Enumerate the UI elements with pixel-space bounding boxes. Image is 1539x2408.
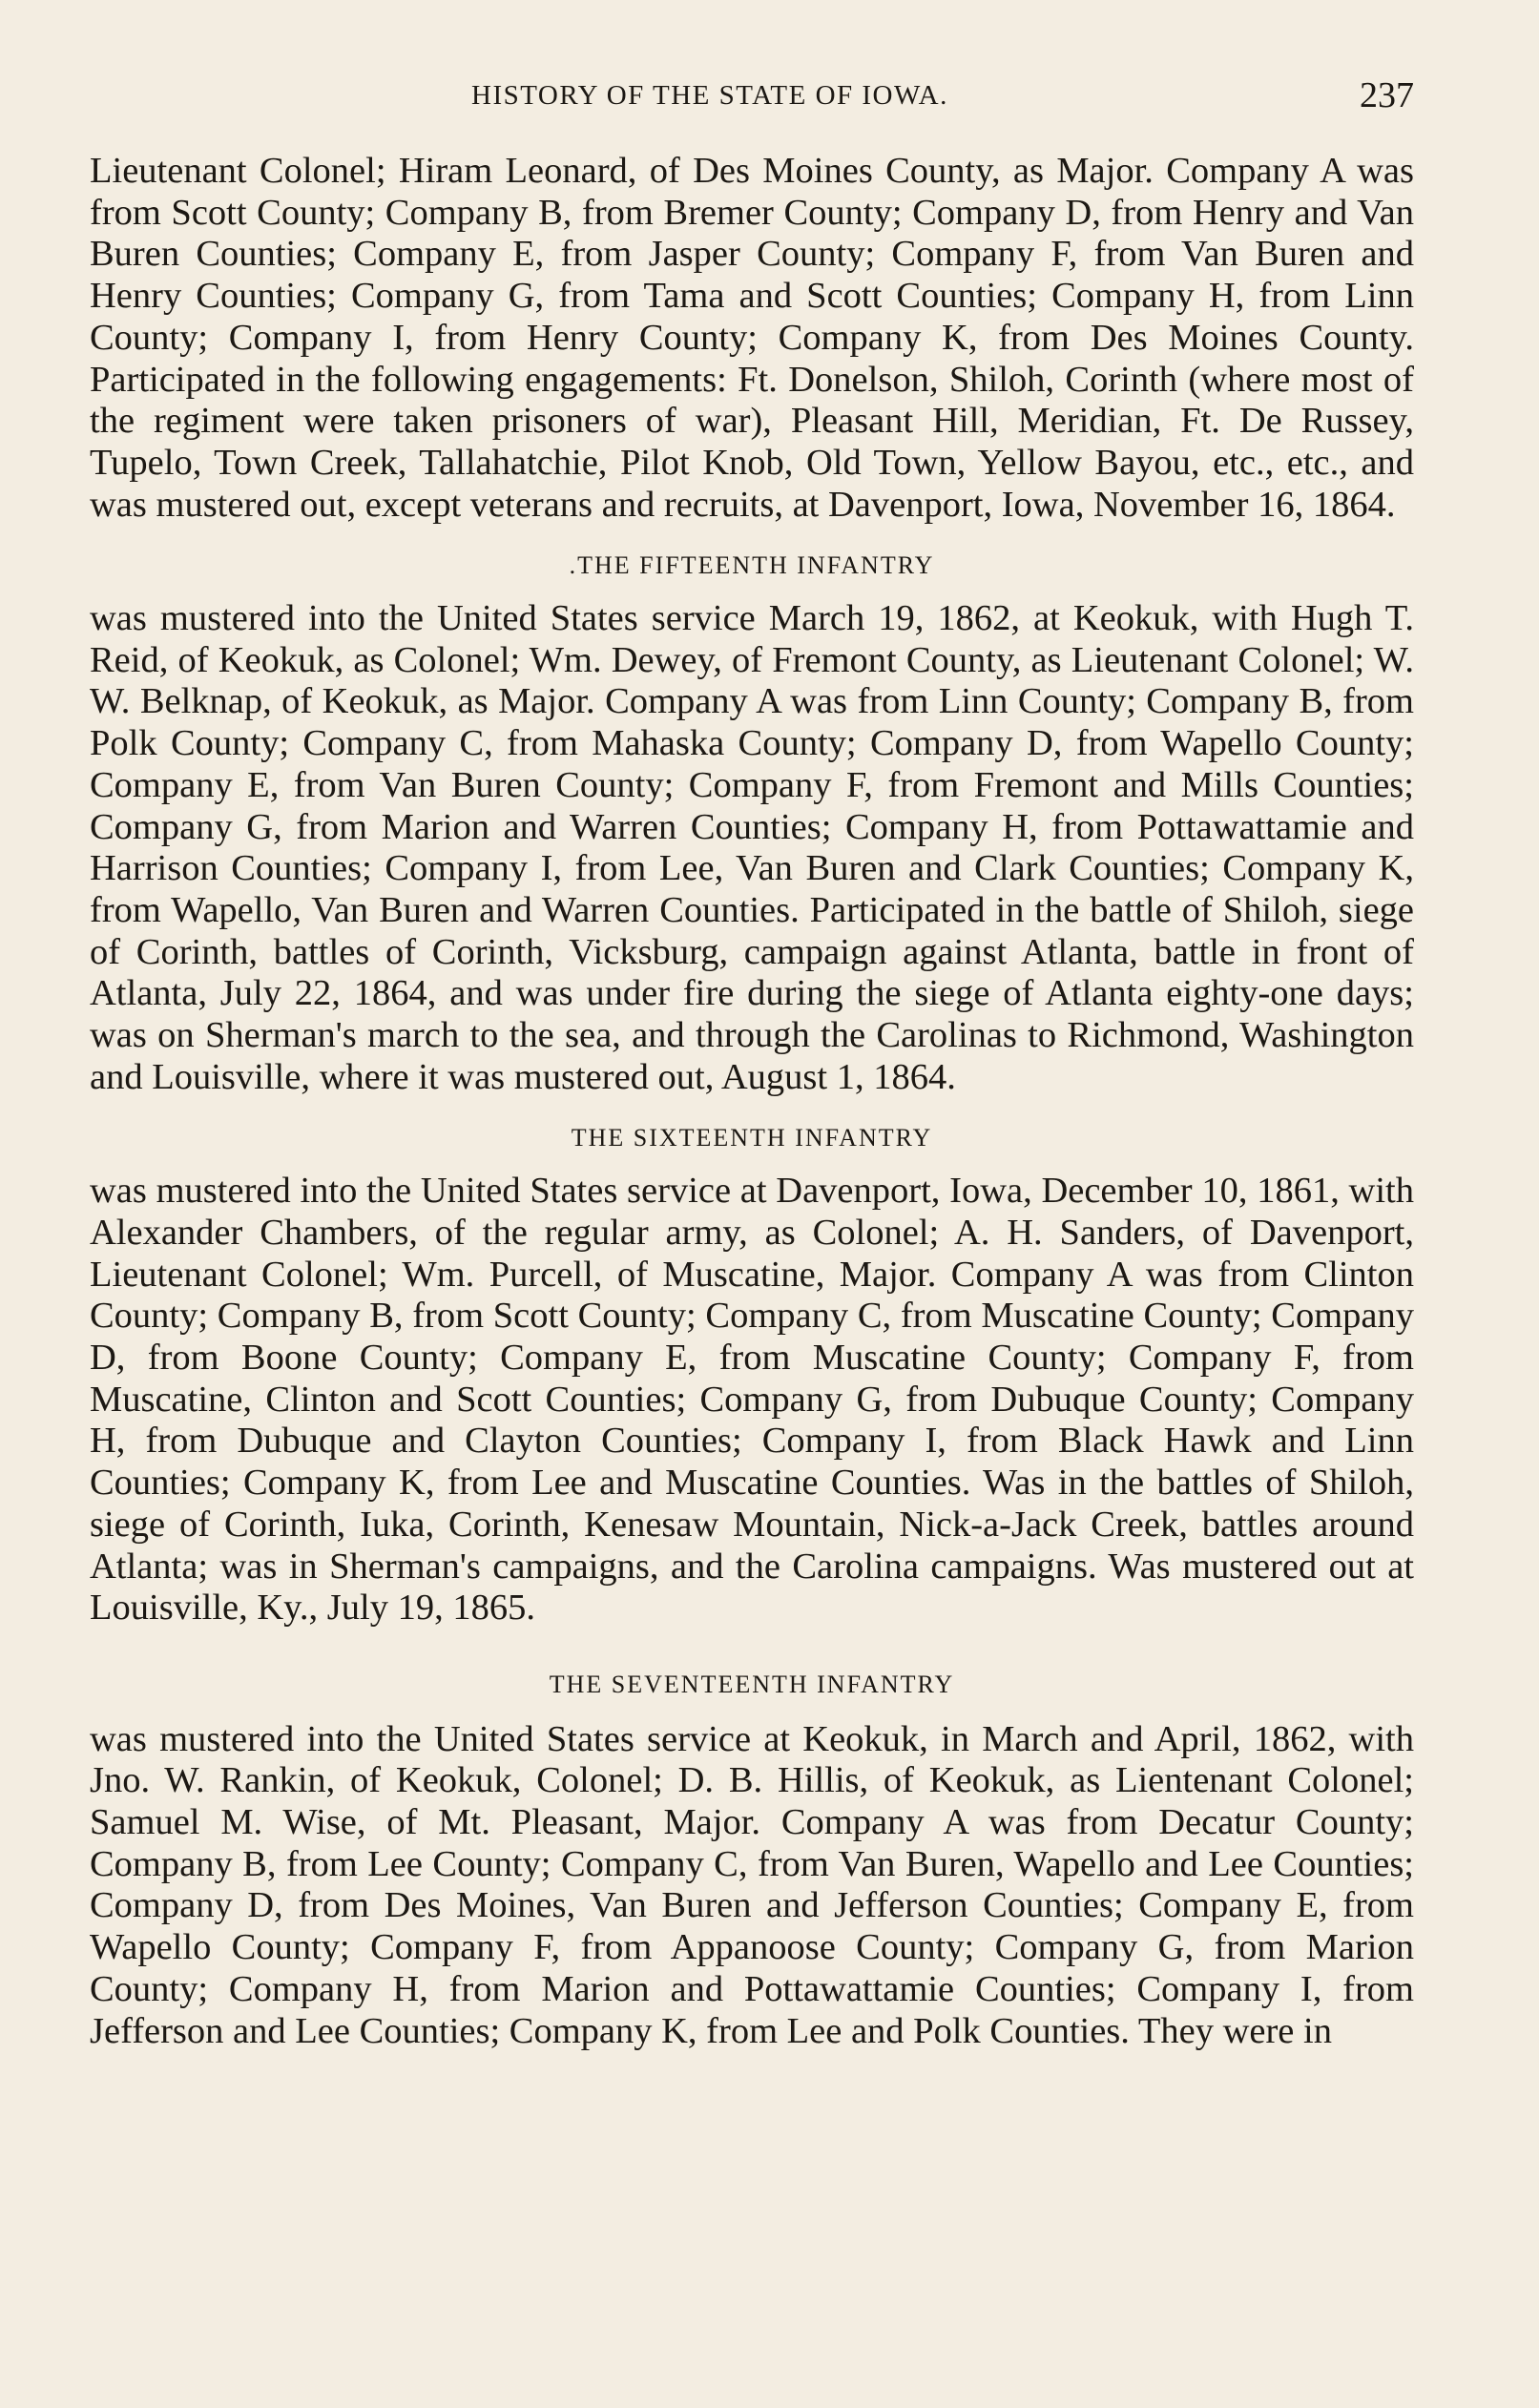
heading-sixteenth-infantry: THE SIXTEENTH INFANTRY (571, 1124, 933, 1152)
paragraph-fifteenth-infantry: was mustered into the United States service March 19, 1862, at Keokuk, with Hugh T. Reid, of Keokuk, as Colonel; Wm. Dewey, of Fremont County, as Lieutenant Colonel; W. W. Belknap, of Keokuk, as Major. Company A was from Linn County; Company B, from Polk County; Company C, from Mahaska County; Company D, from Wapello County; Company E, from Van Buren County; Company F, from Fremont and Mills Counties; Company G, from Marion and Warren Counties; Company H, from Pottawattamie and Harrison Counties; Company I, from Lee, Van Buren and Clark Counties; Company K, from Wapello, Van Buren and Warren Counties. Participated in the battle of Shiloh, siege of Corinth, battles of Corinth, Vicksburg, campaign against Atlanta, battle in front of Atlanta, July 22, 1864, and was under fire during the siege of Atlanta eighty-one days; was on Sherman's march to the sea, and through the Carolinas to Richmond, Washington and Louisville, where it was mustered out, August 1, 1864. (90, 598, 1414, 1097)
heading-fifteenth-infantry: .THE FIFTEENTH INFANTRY (569, 551, 935, 580)
paragraph-sixteenth-infantry: was mustered into the United States service at Davenport, Iowa, December 10, 1861, with Alexander Chambers, of the regular army, as Colonel; A. H. Sanders, of Davenport, Lieutenant Colonel; Wm. Purcell, of Muscatine, Major. Company A was from Clinton County; Company B, from Scott County; Company C, from Muscatine County; Company D, from Boone County; Company E, from Muscatine County; Company F, from Muscatine, Clinton and Scott Counties; Company G, from Dubuque County; Company H, from Dubuque and Clayton Counties; Company I, from Black Hawk and Linn Counties; Company K, from Lee and Muscatine Counties. Was in the battles of Shiloh, siege of Corinth, Iuka, Corinth, Kenesaw Mountain, Nick-a-Jack Creek, battles around Atlanta; was in Sherman's campaigns, and the Carolina campaigns. Was mustered out at Louisville, Ky., July 19, 1865. (90, 1171, 1414, 1629)
paragraph-seventeenth-infantry: was mustered into the United States service at Keokuk, in March and April, 1862, with Jno. W. Rankin, of Keokuk, Colonel; D. B. Hillis, of Keokuk, as Lientenant Colonel; Samuel M. Wise, of Mt. Pleasant, Major. Company A was from Decatur County; Company B, from Lee County; Company C, from Van Buren, Wapello and Lee Counties; Company D, from Des Moines, Van Buren and Jefferson Counties; Company E, from Wapello County; Company F, from Appanoose County; Company G, from Marion County; Company H, from Marion and Pottawattamie Counties; Company I, from Jefferson and Lee Counties; Company K, from Lee and Polk Counties. They were in (90, 1718, 1414, 2051)
heading-seventeenth-infantry: THE SEVENTEENTH INFANTRY (549, 1670, 955, 1698)
page-number: 237 (1360, 75, 1414, 115)
running-title: HISTORY OF THE STATE OF IOWA. (471, 80, 948, 111)
page-header (90, 74, 1414, 116)
page-body (90, 151, 1414, 2052)
paragraph-continued-regiment: Lieutenant Colonel; Hiram Leonard, of Des Moines County, as Major. Company A was from Scott County; Company B, from Bremer County; Company D, from Henry and Van Buren Counties; Company E, from Jasper County; Company F, from Van Buren and Henry Counties; Company G, from Tama and Scott Counties; Company H, from Linn County; Company I, from Henry County; Company K, from Des Moines County. Participated in the following engagements: Ft. Donelson, Shiloh, Corinth (where most of the regiment were taken prisoners of war), Pleasant Hill, Meridian, Ft. De Russey, Tupelo, Town Creek, Tallahatchie, Pilot Knob, Old Town, Yellow Bayou, etc., etc., and was mustered out, except veterans and recruits, at Davenport, Iowa, November 16, 1864. (90, 151, 1414, 525)
